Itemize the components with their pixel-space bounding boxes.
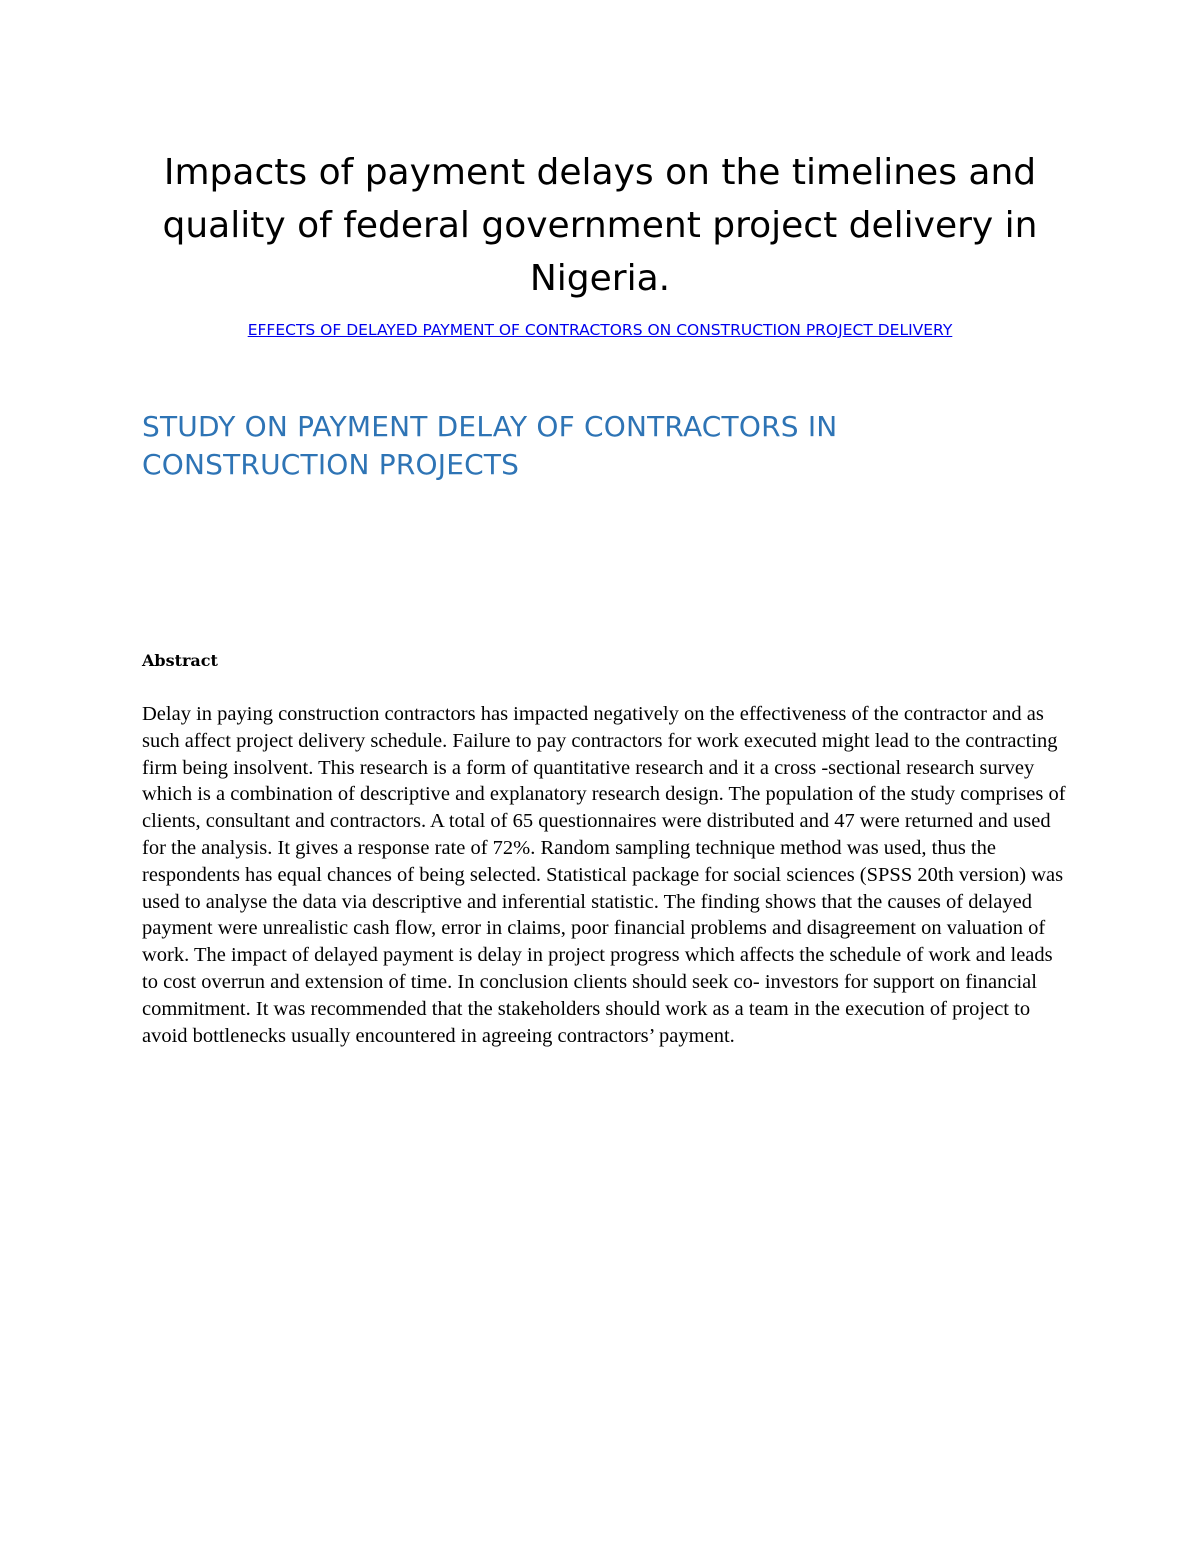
document-title: Impacts of payment delays on the timelines and quality of federal government project delivery in Nigeria. [162,152,1038,299]
related-document-link[interactable]: EFFECTS OF DELAYED PAYMENT OF CONTRACTORS ON CONSTRUCTION PROJECT DELIVERY [247,321,953,339]
abstract-label: Abstract [142,651,218,670]
section-heading: STUDY ON PAYMENT DELAY OF CONTRACTORS IN CONSTRUCTION PROJECTS [142,410,838,481]
abstract-text: Delay in paying construction contractors has impacted negatively on the effectiveness of the contractor and as such affect project delivery schedule. Failure to pay contractors for work executed might lead to the contracting firm being insolvent. This research is a form of quantitative research and it a cross -sectional research survey which is a combination of descriptive and explanatory research design. The population of the study comprises of clients, consultant and contractors. A total of 65 questionnaires were distributed and 47 were returned and used for the analysis. It gives a response rate of 72%. Random sampling technique method was used, thus the respondents has equal chances of being selected. Statistical package for social sciences (SPSS 20th version) was used to analyse the data via descriptive and inferential statistic. The finding shows that the causes of delayed payment were unrealistic cash flow, error in claims, poor financial problems and disagreement on valuation of work. The impact of delayed payment is delay in project progress which affects the schedule of work and leads to cost overrun and extension of time. In conclusion clients should seek co- investors for support on financial commitment. It was recommended that the stakeholders should work as a team in the execution of project to avoid bottlenecks usually encountered in agreeing contractors’ payment. [142,703,1066,1047]
